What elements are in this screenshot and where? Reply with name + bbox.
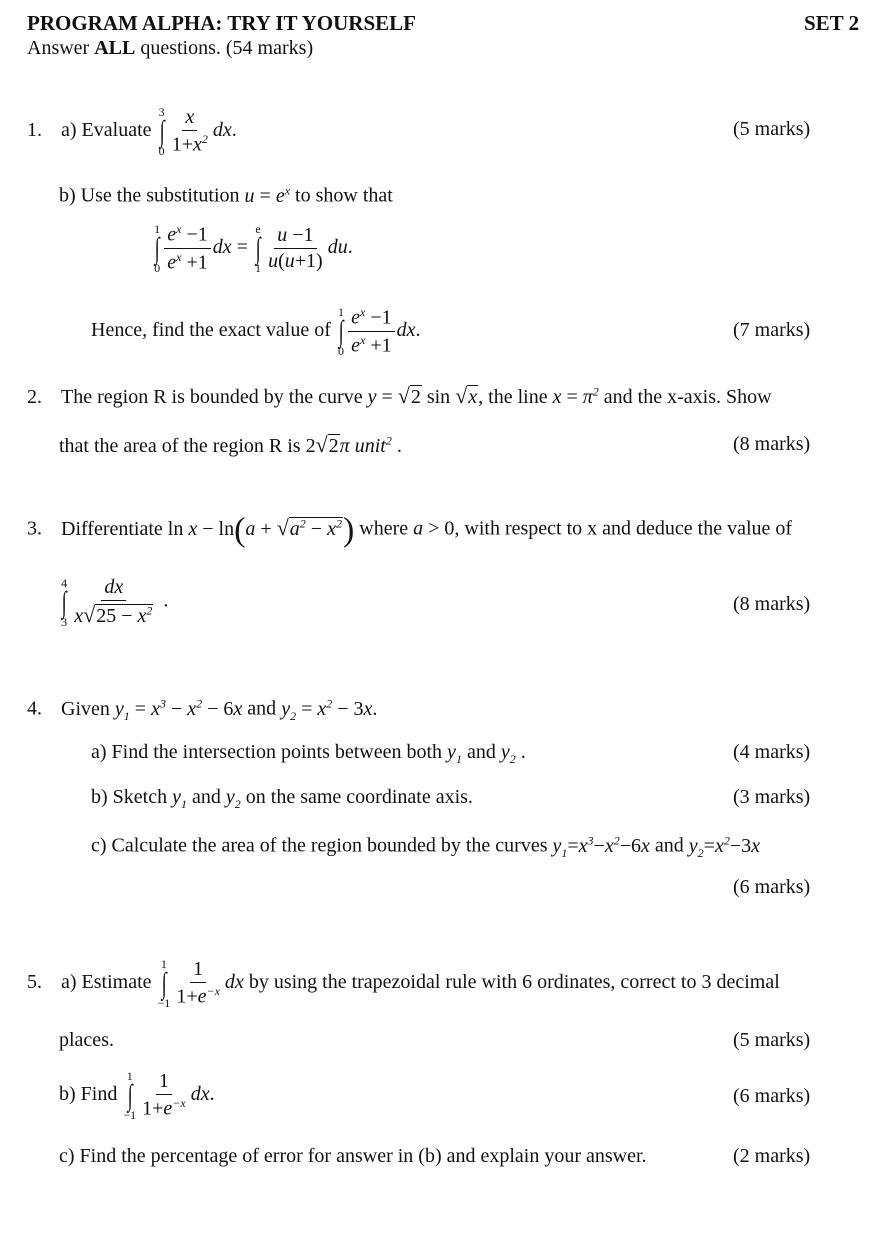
- q2-area: 2√2π unit$^2$ .: [305, 432, 402, 457]
- q3-condition: a > 0: [413, 517, 455, 540]
- q5b-line: [59, 1070, 215, 1121]
- q2-marks: (8 marks): [733, 433, 811, 455]
- q1b-line: [59, 183, 393, 208]
- q4c-y2-eq: $y_2=x^2-3x$: [688, 833, 761, 860]
- q1-number: 1.: [27, 119, 42, 142]
- q4c-and: and: [654, 834, 684, 857]
- q2-text-a: The region R is bounded by the curve: [61, 386, 363, 408]
- q1a-marks: (5 marks): [733, 118, 811, 140]
- q4-y2-eq: $y_2 = x^2 - 3x$.: [281, 696, 378, 723]
- q3-number: 3.: [27, 517, 42, 540]
- q4a-line: [91, 741, 526, 767]
- instructions: [27, 37, 313, 60]
- q3-text-c: , with respect to x and deduce the value of: [454, 517, 793, 540]
- set-label: SET 2: [804, 11, 860, 35]
- q4a-label: a) Find the intersection points between both: [91, 741, 443, 763]
- q4c-y1-eq: $y_1=x^3-x^2-6x$: [552, 833, 650, 860]
- q5a-integral: 1 ∫ −1 $\frac{1}{1+e^{-x}}$ dx: [157, 957, 244, 1010]
- q2-line1: [27, 383, 772, 409]
- q4b-y1: $y_1$: [172, 786, 187, 811]
- q5b-marks: (6 marks): [733, 1085, 811, 1107]
- q4b-and: and: [191, 786, 221, 808]
- q4-line: [27, 696, 377, 724]
- q5a-line1: [27, 958, 780, 1009]
- q4b-y2: $y_2$: [225, 786, 241, 811]
- q2-curve: y = √2 sin √x: [367, 383, 478, 408]
- q2-number: 2.: [27, 386, 42, 408]
- q1-hence-integral: 1 ∫ 0 $\frac{e^x -1}{e^x +1}$ dx.: [338, 304, 421, 358]
- q4a-vars: $y_1$ and $y_2$ .: [447, 741, 526, 766]
- q1b-equation: 1 ∫ 0 $\frac{e^x -1}{e^x +1}$ dx = e ∫ 1 $\frac{u -1}{u(u+1)}$ du.: [154, 221, 353, 275]
- q1-hence-text: Hence, find the exact value of: [91, 318, 331, 341]
- q3-integral: 4 ∫ 3 $\frac{dx}{x√25 - x^2}$ .: [61, 575, 169, 629]
- q3-marks: (8 marks): [733, 593, 811, 615]
- q1a-integral: 3 ∫ 0 $\frac{x}{1+x^2}$ dx.: [158, 105, 237, 158]
- instructions-suffix: questions. (54 marks): [140, 37, 314, 59]
- q2-text-line2: that the area of the region R is: [59, 435, 301, 457]
- q5a-marks: (5 marks): [733, 1029, 811, 1051]
- q4b-line: [91, 786, 473, 812]
- q5b-integral: 1 ∫ −1 $\frac{1}{1+e^{-x}}$ dx.: [123, 1069, 215, 1122]
- q2-text-c: and the x-axis. Show: [603, 386, 772, 408]
- q1a-line: [27, 106, 237, 157]
- q2-line2: [59, 432, 402, 458]
- q4-number: 4.: [27, 697, 42, 720]
- q3-expression: $\ln x - \ln(a + √a^2 - x^2)$: [167, 511, 355, 548]
- instructions-bold: ALL: [94, 37, 136, 59]
- q1b-text: to show that: [295, 184, 393, 207]
- q4b-label: b) Sketch: [91, 786, 168, 808]
- q5a-label: a) Estimate: [61, 971, 152, 994]
- q4c-label: c) Calculate the area of the region bounded by the curves: [91, 834, 548, 857]
- q4c-line: [91, 833, 760, 861]
- q4-intro: Given: [61, 697, 110, 720]
- q1-hence-marks: (7 marks): [733, 319, 811, 341]
- q2-line-eq: $x = \pi^2$: [552, 384, 599, 408]
- instructions-prefix: Answer: [27, 37, 90, 59]
- q5c-marks: (2 marks): [733, 1145, 811, 1167]
- q4b-marks: (3 marks): [733, 786, 811, 808]
- q5a-line2: places.: [59, 1029, 114, 1051]
- q5b-label: b) Find: [59, 1083, 118, 1106]
- q5a-text: by using the trapezoidal rule with 6 ordinates, correct to 3 decimal: [248, 971, 780, 994]
- q2-text-b: , the line: [478, 386, 548, 408]
- q4-y1-eq: $y_1 = x^3 - x^2 - 6x$: [114, 696, 243, 723]
- document-title: PROGRAM ALPHA: TRY IT YOURSELF: [27, 11, 416, 35]
- q1a-label: a) Evaluate: [61, 119, 152, 142]
- q4b-text: on the same coordinate axis.: [245, 786, 473, 808]
- q5-number: 5.: [27, 971, 42, 994]
- q1b-substitution: $u = e^x$: [244, 183, 291, 207]
- q3-text-a: Differentiate: [61, 517, 163, 540]
- q1b-label: b) Use the substitution: [59, 184, 240, 207]
- q4c-marks: (6 marks): [733, 876, 811, 898]
- q4a-marks: (4 marks): [733, 741, 811, 763]
- q3-text-b: where: [359, 517, 409, 540]
- q5c-line: c) Find the percentage of error for answer in (b) and explain your answer.: [59, 1145, 647, 1167]
- q1-hence-line: [91, 305, 421, 357]
- q4-and: and: [247, 697, 277, 720]
- q3-line1: [27, 513, 792, 547]
